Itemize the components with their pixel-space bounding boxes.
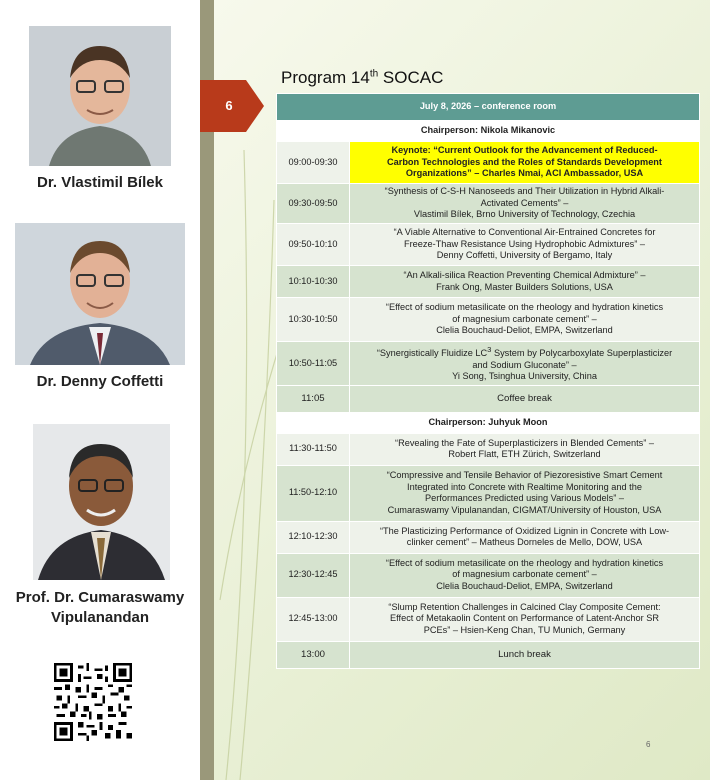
program-date-header: July 8, 2026 – conference room xyxy=(277,94,700,121)
talk: “Synergistically Fluidize $LC^3$ System by Polycarboxylate Superplasticizer and Sodium Gluconate” – Yi Song, Tsinghua University, China xyxy=(350,342,700,386)
row-time: 09:00-09:30 xyxy=(277,142,350,184)
row-time: 09:50-10:10 xyxy=(277,224,350,266)
row-time: 11:30-11:50 xyxy=(277,433,350,465)
speaker-name-coffetti: Dr. Denny Coffetti xyxy=(36,373,164,390)
keynote-talk: Keynote: “Current Outlook for the Advancement of Reduced- Carbon Technologies and the Roles of Standards Development Organizations” – Charles Nmai, ACI Ambassador, USA xyxy=(350,142,700,184)
qr-code-icon[interactable] xyxy=(54,663,132,741)
row-time: 13:00 xyxy=(277,641,350,668)
talk: “Effect of sodium metasilicate on the rheology and hydration kinetics of magnesium carbonate cement” – Clelia Bouchaud-Deliot, EMPA, Switzerland xyxy=(350,298,700,342)
speaker-name-line1: Prof. Dr. Cumaraswamy xyxy=(15,589,185,606)
speaker-photo-bilek xyxy=(29,26,171,166)
talk: “An Alkali-silica Reaction Preventing Chemical Admixture” – Frank Ong, Master Builders Solutions, USA xyxy=(350,266,700,298)
speaker-name-bilek: Dr. Vlastimil Bílek xyxy=(37,174,163,191)
chairperson-1: Chairperson: Nikola Mikanovic xyxy=(277,121,700,142)
row-time: 10:50-11:05 xyxy=(277,342,350,386)
speaker-name-line2: Vipulanandan xyxy=(50,609,150,626)
coffee-break: Coffee break xyxy=(350,385,700,412)
lunch-break: Lunch break xyxy=(350,641,700,668)
program-title: Program 14th SOCAC xyxy=(281,68,444,87)
row-time: 12:45-13:00 xyxy=(277,597,350,641)
speaker-sidebar xyxy=(0,0,200,780)
row-time: 10:30-10:50 xyxy=(277,298,350,342)
row-time: 10:10-10:30 xyxy=(277,266,350,298)
chairperson-2: Chairperson: Juhyuk Moon xyxy=(277,412,700,433)
speaker-name-vipulanandan xyxy=(0,588,200,628)
slide-number: 6 xyxy=(225,98,233,113)
talk: “A Viable Alternative to Conventional Air-Entrained Concretes for Freeze-Thaw Resistance Using Hydrophobic Admixtures” – Denny Coffetti, University of Bergamo, Italy xyxy=(350,224,700,266)
talk: “Synthesis of C-S-H Nanoseeds and Their Utilization in Hybrid Alkali- Activated Cements” – Vlastimil Bílek, Brno University of Technology, Czechia xyxy=(350,184,700,224)
talk: “The Plasticizing Performance of Oxidized Lignin in Concrete with Low- clinker cement” – Matheus Dorneles de Mello, DOW, USA xyxy=(350,521,700,553)
talk: “Compressive and Tensile Behavior of Piezoresistive Smart Cement Integrated into Concrete with Realtime Monitoring and the Performances Predicted using Various Models” – Cumaraswamy Vipulanandan, CIGMAT/University of Houston, USA xyxy=(350,465,700,521)
program-table xyxy=(276,93,700,669)
row-time: 11:05 xyxy=(277,385,350,412)
speaker-photo-vipulanandan xyxy=(33,424,170,580)
talk: “Revealing the Fate of Superplasticizers in Blended Cements” – Robert Flatt, ETH Zürich, Switzerland xyxy=(350,433,700,465)
talk: “Effect of sodium metasilicate on the rheology and hydration kinetics of magnesium carbonate cement” – Clelia Bouchaud-Deliot, EMPA, Switzerland xyxy=(350,553,700,597)
row-time: 12:10-12:30 xyxy=(277,521,350,553)
row-time: 12:30-12:45 xyxy=(277,553,350,597)
slide-number-badge xyxy=(200,80,266,132)
talk: “Slump Retention Challenges in Calcined Clay Composite Cement: Effect of Metakaolin Content on Performance of Latent-Anchor SR PCEs” – Hsien-Keng Chan, TU Munich, Germany xyxy=(350,597,700,641)
page-number: 6 xyxy=(646,740,651,749)
row-time: 09:30-09:50 xyxy=(277,184,350,224)
row-time: 11:50-12:10 xyxy=(277,465,350,521)
speaker-photo-coffetti xyxy=(15,223,185,365)
